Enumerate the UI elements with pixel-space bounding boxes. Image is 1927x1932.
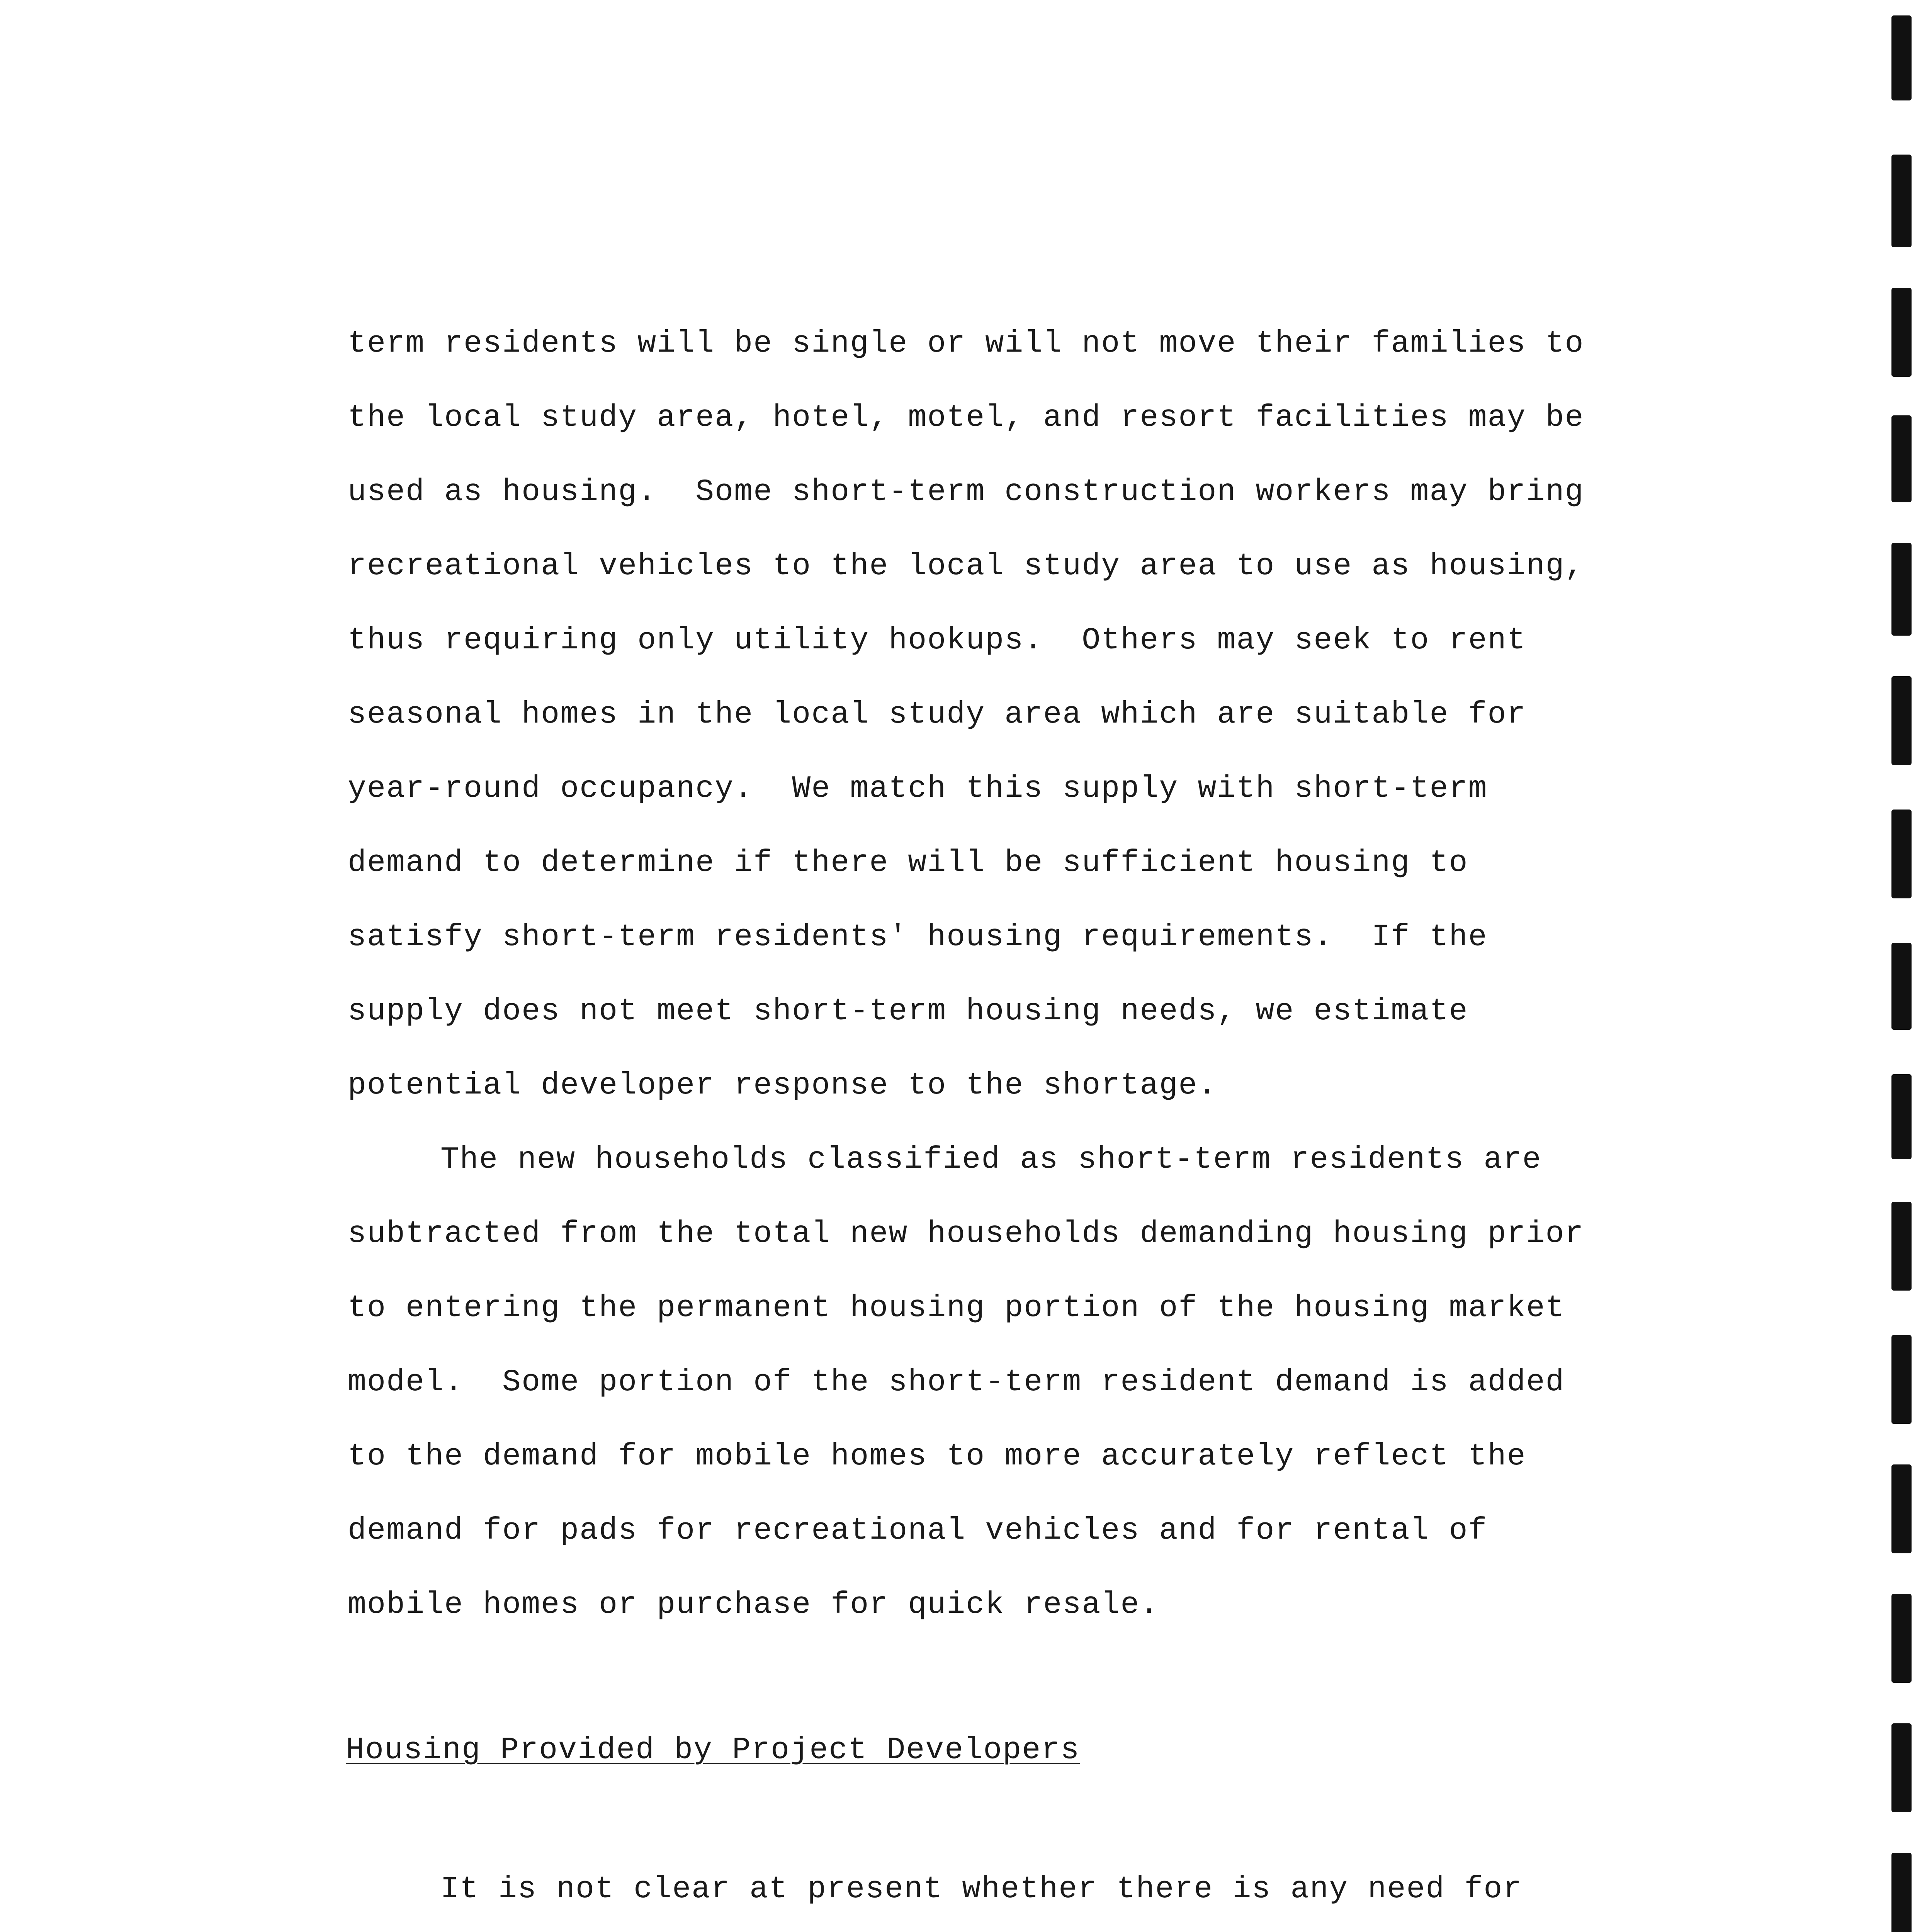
section-heading: Housing Provided by Project Developers	[346, 1733, 1080, 1768]
paragraph-1-line-10: supply does not meet short-term housing needs, we estimate	[348, 994, 1468, 1029]
paragraph-1-line-8: demand to determine if there will be sufficient housing to	[348, 845, 1468, 881]
paragraph-2-line-4: model. Some portion of the short-term resident demand is added	[348, 1365, 1565, 1400]
paragraph-1-line-3: used as housing. Some short-term construction workers may bring	[348, 474, 1584, 510]
paragraph-1-line-2: the local study area, hotel, motel, and resort facilities may be	[348, 400, 1584, 435]
paragraph-2-line-1: The new households classified as short-term residents are	[440, 1142, 1542, 1177]
binding-mark	[1891, 543, 1912, 636]
binding-mark	[1891, 1723, 1912, 1812]
binding-mark	[1891, 1335, 1912, 1424]
paragraph-2-line-7: mobile homes or purchase for quick resale.	[348, 1587, 1159, 1622]
paragraph-2-line-6: demand for pads for recreational vehicles and for rental of	[348, 1513, 1488, 1548]
binding-mark	[1891, 15, 1912, 100]
paragraph-1-line-11: potential developer response to the shortage.	[348, 1068, 1217, 1103]
binding-mark	[1891, 1074, 1912, 1159]
paragraph-1-line-9: satisfy short-term residents' housing requirements. If the	[348, 920, 1488, 955]
paragraph-2-line-3: to entering the permanent housing portion of the housing market	[348, 1291, 1565, 1326]
binding-mark	[1891, 1464, 1912, 1553]
paragraph-3-line-1: It is not clear at present whether there is any need for	[440, 1872, 1523, 1907]
binding-mark	[1891, 1594, 1912, 1683]
binding-mark	[1891, 1853, 1912, 1932]
binding-mark	[1891, 155, 1912, 247]
paragraph-1-line-1: term residents will be single or will not move their families to	[348, 326, 1584, 361]
binding-mark	[1891, 415, 1912, 502]
paragraph-1-line-5: thus requiring only utility hookups. Others may seek to rent	[348, 623, 1526, 658]
paragraph-1-line-4: recreational vehicles to the local study area to use as housing,	[348, 549, 1584, 584]
paragraph-1-line-6: seasonal homes in the local study area which are suitable for	[348, 697, 1526, 732]
binding-mark	[1891, 943, 1912, 1030]
binding-mark	[1891, 288, 1912, 377]
paragraph-1-line-7: year-round occupancy. We match this supply with short-term	[348, 771, 1488, 806]
paragraph-2-line-5: to the demand for mobile homes to more accurately reflect the	[348, 1439, 1526, 1474]
binding-mark	[1891, 1202, 1912, 1291]
paragraph-2-line-2: subtracted from the total new households demanding housing prior	[348, 1216, 1584, 1252]
binding-mark	[1891, 676, 1912, 765]
binding-mark	[1891, 810, 1912, 898]
